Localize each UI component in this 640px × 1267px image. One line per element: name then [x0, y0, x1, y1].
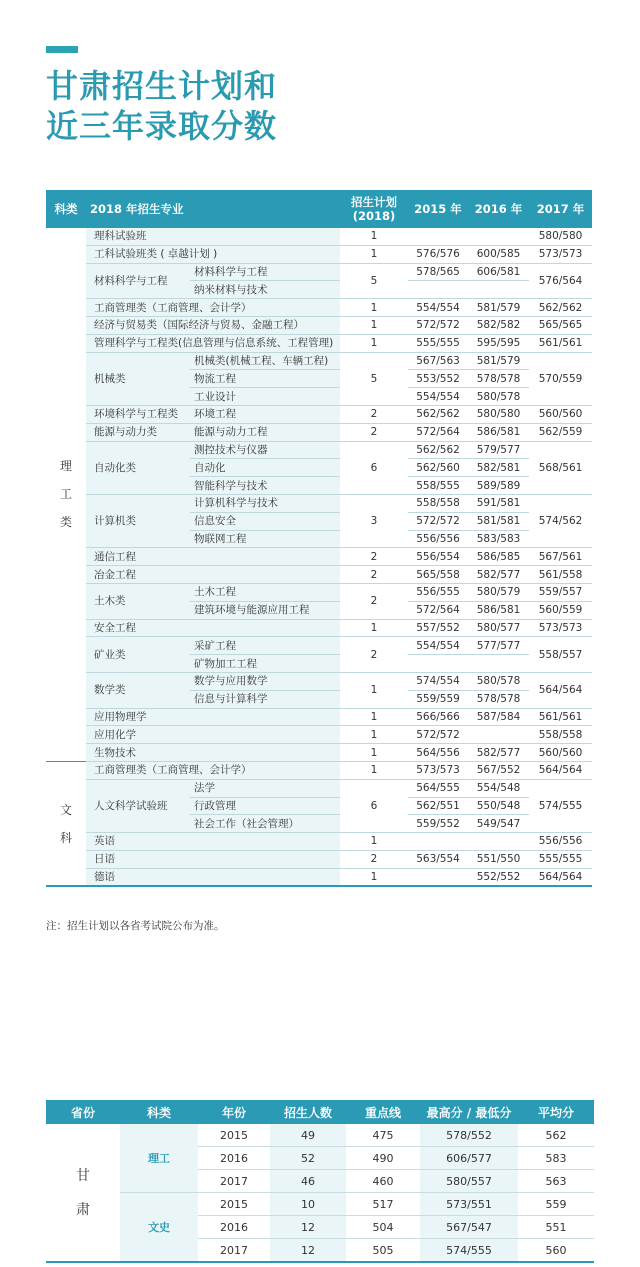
major-name: 工科试验班类 ( 卓越计划 ) [86, 245, 340, 263]
title-line-1: 甘肃招生计划和 [46, 67, 278, 105]
sub-major-name: 矿物加工工程 [190, 655, 340, 673]
score-s15: 574/554 [408, 672, 468, 690]
score-count: 12 [270, 1239, 346, 1263]
major-name: 工商管理类（工商管理、会计学） [86, 761, 340, 779]
plan-count: 1 [340, 316, 408, 334]
category-char: 文 [59, 802, 72, 817]
sub-major-name: 社会工作（社会管理） [190, 815, 340, 833]
score-s15 [408, 833, 468, 851]
score-s16: 589/589 [468, 477, 529, 495]
score-s16: 549/547 [468, 815, 529, 833]
score-s15: 554/554 [408, 637, 468, 655]
plan-table-row [46, 761, 592, 779]
score-avg: 563 [518, 1170, 594, 1193]
major-name: 德语 [86, 868, 340, 886]
header-average: 平均分 [518, 1100, 594, 1124]
sub-major-name: 信息安全 [190, 512, 340, 530]
score-s15: 554/554 [408, 299, 468, 317]
header-key-line: 重点线 [346, 1100, 420, 1124]
major-name: 生物技术 [86, 744, 340, 762]
major-name: 能源与动力类 [86, 423, 190, 441]
score-s15: 576/576 [408, 245, 468, 263]
score-year: 2015 [198, 1193, 270, 1216]
plan-count: 3 [340, 494, 408, 547]
plan-count: 6 [340, 779, 408, 832]
score-s17: 568/561 [529, 441, 592, 494]
score-line: 517 [346, 1193, 420, 1216]
score-range: 567/547 [420, 1216, 518, 1239]
score-s16: 582/577 [468, 566, 529, 584]
score-s15 [408, 281, 468, 299]
major-name: 材料科学与工程 [86, 263, 190, 299]
score-s16 [468, 228, 529, 245]
header-2015: 2015 年 [408, 190, 468, 228]
score-range: 573/551 [420, 1193, 518, 1216]
header-count: 招生人数 [270, 1100, 346, 1124]
score-year: 2017 [198, 1170, 270, 1193]
plan-count: 2 [340, 850, 408, 868]
score-s16: 554/548 [468, 779, 529, 797]
score-s16 [468, 655, 529, 673]
plan-table-row [46, 566, 592, 584]
header-range: 最高分 / 最低分 [420, 1100, 518, 1124]
score-s16: 580/578 [468, 388, 529, 406]
major-name: 人文科学试验班 [86, 779, 190, 832]
header-province: 省份 [46, 1100, 120, 1124]
plan-table-row [46, 299, 592, 317]
score-s17: 564/564 [529, 672, 592, 708]
score-s17: 564/564 [529, 868, 592, 886]
page-title [46, 66, 277, 146]
score-s17: 565/565 [529, 316, 592, 334]
score-s15: 566/566 [408, 708, 468, 726]
score-table-row [46, 1193, 594, 1216]
score-line: 505 [346, 1239, 420, 1263]
score-s16: 586/581 [468, 423, 529, 441]
province-char: 甘 [76, 1167, 90, 1184]
kelei-cell: 文史 [120, 1193, 198, 1263]
plan-table-row [46, 245, 592, 263]
score-s16: 580/578 [468, 672, 529, 690]
score-s16 [468, 726, 529, 744]
score-s15: 554/554 [408, 388, 468, 406]
plan-count: 1 [340, 833, 408, 851]
plan-table-row [46, 494, 592, 512]
sub-major-name: 智能科学与技术 [190, 477, 340, 495]
score-s17: 574/562 [529, 494, 592, 547]
plan-count: 2 [340, 423, 408, 441]
enrollment-plan-table [46, 190, 592, 887]
score-s15: 564/556 [408, 744, 468, 762]
score-s15 [408, 655, 468, 673]
plan-table-row [46, 868, 592, 886]
score-year: 2016 [198, 1216, 270, 1239]
major-name: 矿业类 [86, 637, 190, 673]
sub-major-name: 建筑环境与能源应用工程 [190, 601, 340, 619]
score-s15: 572/564 [408, 423, 468, 441]
sub-major-name: 机械类(机械工程、车辆工程) [190, 352, 340, 370]
score-s16: 582/582 [468, 316, 529, 334]
score-avg: 583 [518, 1147, 594, 1170]
plan-count: 2 [340, 548, 408, 566]
sub-major-name: 土木工程 [190, 583, 340, 601]
score-s17: 560/560 [529, 405, 592, 423]
plan-table-row [46, 228, 592, 245]
plan-table-row [46, 779, 592, 797]
score-s15: 572/572 [408, 316, 468, 334]
category-char: 类 [59, 515, 72, 530]
category-char: 工 [59, 487, 72, 502]
score-s17: 564/564 [529, 761, 592, 779]
plan-table-row [46, 583, 592, 601]
score-s17: 570/559 [529, 352, 592, 405]
score-count: 52 [270, 1147, 346, 1170]
sub-major-name: 计算机科学与技术 [190, 494, 340, 512]
major-name: 经济与贸易类（国际经济与贸易、金融工程） [86, 316, 340, 334]
score-s15: 556/556 [408, 530, 468, 548]
score-s15: 557/552 [408, 619, 468, 637]
score-s16: 580/577 [468, 619, 529, 637]
plan-count: 1 [340, 726, 408, 744]
score-s15: 559/552 [408, 815, 468, 833]
major-name: 自动化类 [86, 441, 190, 494]
score-s16: 582/577 [468, 744, 529, 762]
score-year: 2015 [198, 1124, 270, 1147]
score-s16: 577/577 [468, 637, 529, 655]
score-s17: 573/573 [529, 619, 592, 637]
score-s17: 560/559 [529, 601, 592, 619]
score-s16: 579/577 [468, 441, 529, 459]
sub-major-name: 纳米材料与技术 [190, 281, 340, 299]
score-s15: 564/555 [408, 779, 468, 797]
major-name: 通信工程 [86, 548, 340, 566]
plan-count: 1 [340, 619, 408, 637]
score-s15: 562/562 [408, 441, 468, 459]
plan-table-row [46, 334, 592, 352]
gansu-score-table [46, 1100, 594, 1263]
score-s16: 591/581 [468, 494, 529, 512]
plan-count: 1 [340, 245, 408, 263]
score-s17: 556/556 [529, 833, 592, 851]
header-kelei: 科类 [46, 190, 86, 228]
plan-table-row [46, 833, 592, 851]
score-s17: 561/558 [529, 566, 592, 584]
score-s16: 552/552 [468, 868, 529, 886]
score-s17: 567/561 [529, 548, 592, 566]
score-s15: 567/563 [408, 352, 468, 370]
plan-count: 2 [340, 637, 408, 673]
score-s17: 558/557 [529, 637, 592, 673]
plan-table-row [46, 726, 592, 744]
plan-count: 1 [340, 761, 408, 779]
title-line-2: 近三年录取分数 [46, 107, 278, 145]
score-s17: 580/580 [529, 228, 592, 245]
score-s17: 561/561 [529, 334, 592, 352]
sub-major-name: 能源与动力工程 [190, 423, 340, 441]
score-s17: 562/562 [529, 299, 592, 317]
score-count: 46 [270, 1170, 346, 1193]
score-s17: 559/557 [529, 583, 592, 601]
major-name: 冶金工程 [86, 566, 340, 584]
sub-major-name: 行政管理 [190, 797, 340, 815]
plan-table-row [46, 672, 592, 690]
score-count: 10 [270, 1193, 346, 1216]
sub-major-name: 环境工程 [190, 405, 340, 423]
score-s16: 606/581 [468, 263, 529, 281]
category-char: 理 [59, 459, 72, 474]
plan-table-row [46, 405, 592, 423]
score-s15 [408, 868, 468, 886]
plan-table-row [46, 850, 592, 868]
score-line: 504 [346, 1216, 420, 1239]
score-year: 2017 [198, 1239, 270, 1263]
score-s16: 600/585 [468, 245, 529, 263]
plan-table-row [46, 619, 592, 637]
score-s15: 573/573 [408, 761, 468, 779]
major-name: 日语 [86, 850, 340, 868]
score-s16: 580/580 [468, 405, 529, 423]
score-s15: 562/560 [408, 459, 468, 477]
plan-table-row [46, 548, 592, 566]
score-s17: 562/559 [529, 423, 592, 441]
score-s15: 578/565 [408, 263, 468, 281]
header-major: 2018 年招生专业 [86, 190, 340, 228]
score-avg: 560 [518, 1239, 594, 1263]
score-s16: 581/579 [468, 299, 529, 317]
score-s16 [468, 281, 529, 299]
score-s15: 563/554 [408, 850, 468, 868]
plan-table-row [46, 744, 592, 762]
score-s15: 556/554 [408, 548, 468, 566]
score-s16: 581/579 [468, 352, 529, 370]
plan-count: 1 [340, 672, 408, 708]
plan-count: 1 [340, 708, 408, 726]
score-s17: 560/560 [529, 744, 592, 762]
score-s15: 555/555 [408, 334, 468, 352]
score-s15: 553/552 [408, 370, 468, 388]
plan-count: 1 [340, 868, 408, 886]
score-s17: 576/564 [529, 263, 592, 299]
kelei-cell: 理工 [120, 1124, 198, 1193]
score-count: 12 [270, 1216, 346, 1239]
major-name: 机械类 [86, 352, 190, 405]
score-avg: 562 [518, 1124, 594, 1147]
footnote: 注：招生计划以各省考试院公布为准。 [46, 920, 225, 932]
score-s16: 595/595 [468, 334, 529, 352]
score-s16: 586/585 [468, 548, 529, 566]
plan-table-header [46, 190, 592, 228]
score-line: 490 [346, 1147, 420, 1170]
score-year: 2016 [198, 1147, 270, 1170]
score-s17: 573/573 [529, 245, 592, 263]
major-name: 土木类 [86, 583, 190, 619]
score-s15: 572/572 [408, 726, 468, 744]
major-name: 数学类 [86, 672, 190, 708]
plan-table-row [46, 441, 592, 459]
score-s16: 578/578 [468, 370, 529, 388]
plan-table-row [46, 637, 592, 655]
score-s15: 565/558 [408, 566, 468, 584]
plan-count: 1 [340, 334, 408, 352]
header-2017: 2017 年 [529, 190, 592, 228]
plan-table-row [46, 423, 592, 441]
major-name: 环境科学与工程类 [86, 405, 190, 423]
province-char: 肃 [76, 1201, 90, 1218]
sub-major-name: 自动化 [190, 459, 340, 477]
score-s16: 586/581 [468, 601, 529, 619]
sub-major-name: 物流工程 [190, 370, 340, 388]
score-s16: 582/581 [468, 459, 529, 477]
score-s16: 578/578 [468, 690, 529, 708]
sub-major-name: 材料科学与工程 [190, 263, 340, 281]
plan-table-row [46, 352, 592, 370]
accent-bar [46, 46, 78, 53]
score-count: 49 [270, 1124, 346, 1147]
score-s16: 580/579 [468, 583, 529, 601]
plan-count: 1 [340, 744, 408, 762]
score-s17: 558/558 [529, 726, 592, 744]
score-range: 606/577 [420, 1147, 518, 1170]
sub-major-name: 采矿工程 [190, 637, 340, 655]
sub-major-name: 数学与应用数学 [190, 672, 340, 690]
score-s15: 559/559 [408, 690, 468, 708]
score-s17: 574/555 [529, 779, 592, 832]
plan-count: 2 [340, 566, 408, 584]
plan-table-row [46, 708, 592, 726]
score-line: 460 [346, 1170, 420, 1193]
major-name: 计算机类 [86, 494, 190, 547]
score-avg: 551 [518, 1216, 594, 1239]
score-s16: 587/584 [468, 708, 529, 726]
score-range: 574/555 [420, 1239, 518, 1263]
score-s16: 583/583 [468, 530, 529, 548]
category-science [46, 228, 86, 761]
sub-major-name: 测控技术与仪器 [190, 441, 340, 459]
score-s16: 567/552 [468, 761, 529, 779]
plan-count: 2 [340, 405, 408, 423]
score-s16: 581/581 [468, 512, 529, 530]
score-table-row [46, 1124, 594, 1147]
score-s15: 556/555 [408, 583, 468, 601]
plan-count: 6 [340, 441, 408, 494]
score-line: 475 [346, 1124, 420, 1147]
sub-major-name: 物联网工程 [190, 530, 340, 548]
sub-major-name: 信息与计算科学 [190, 690, 340, 708]
major-name: 理科试验班 [86, 228, 340, 245]
score-range: 578/552 [420, 1124, 518, 1147]
score-s15: 572/564 [408, 601, 468, 619]
score-table-header [46, 1100, 594, 1124]
plan-count: 5 [340, 263, 408, 299]
score-s15: 558/558 [408, 494, 468, 512]
header-year: 年份 [198, 1100, 270, 1124]
header-plan: 招生计划 (2018) [340, 190, 408, 228]
score-s15 [408, 228, 468, 245]
plan-table-row [46, 263, 592, 281]
score-s17: 561/561 [529, 708, 592, 726]
score-s15: 562/551 [408, 797, 468, 815]
major-name: 工商管理类（工商管理、会计学） [86, 299, 340, 317]
header-2016: 2016 年 [468, 190, 529, 228]
plan-count: 1 [340, 299, 408, 317]
category-char: 科 [59, 830, 72, 845]
score-s16: 550/548 [468, 797, 529, 815]
major-name: 应用化学 [86, 726, 340, 744]
score-s16: 551/550 [468, 850, 529, 868]
major-name: 英语 [86, 833, 340, 851]
score-s15: 562/562 [408, 405, 468, 423]
province-cell [46, 1124, 120, 1262]
plan-count: 1 [340, 228, 408, 245]
score-avg: 559 [518, 1193, 594, 1216]
sub-major-name: 工业设计 [190, 388, 340, 406]
score-s17: 555/555 [529, 850, 592, 868]
major-name: 管理科学与工程类(信息管理与信息系统、工程管理) [86, 334, 340, 352]
category-arts [46, 761, 86, 886]
major-name: 安全工程 [86, 619, 340, 637]
sub-major-name: 法学 [190, 779, 340, 797]
score-s16 [468, 833, 529, 851]
header-kelei: 科类 [120, 1100, 198, 1124]
plan-count: 5 [340, 352, 408, 405]
plan-table-row [46, 316, 592, 334]
score-range: 580/557 [420, 1170, 518, 1193]
major-name: 应用物理学 [86, 708, 340, 726]
plan-count: 2 [340, 583, 408, 619]
score-s15: 572/572 [408, 512, 468, 530]
score-s15: 558/555 [408, 477, 468, 495]
